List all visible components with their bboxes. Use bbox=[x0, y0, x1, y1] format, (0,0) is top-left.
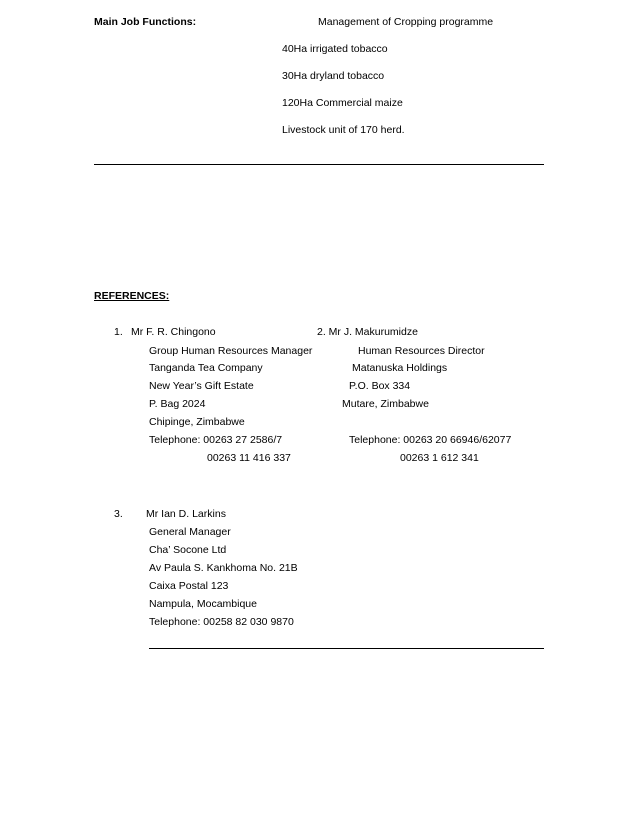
job-function-item: Livestock unit of 170 herd. bbox=[282, 124, 405, 136]
ref1-line: Group Human Resources Manager bbox=[149, 345, 313, 357]
ref2-name: 2. Mr J. Makurumidze bbox=[317, 326, 418, 338]
ref3-name: Mr Ian D. Larkins bbox=[146, 508, 226, 520]
ref1-line: Tanganda Tea Company bbox=[149, 362, 263, 374]
job-functions-label: Main Job Functions: bbox=[94, 16, 197, 28]
references-heading: REFERENCES: bbox=[94, 290, 170, 302]
ref1-line: Telephone: 00263 27 2586/7 bbox=[149, 434, 283, 446]
ref2-line: Telephone: 00263 20 66946/62077 bbox=[349, 434, 512, 446]
ref2-line: Human Resources Director bbox=[358, 345, 485, 357]
ref3-line: Av Paula S. Kankhoma No. 21B bbox=[149, 562, 298, 574]
ref1-line: P. Bag 2024 bbox=[149, 398, 206, 410]
ref3-line: Nampula, Mocambique bbox=[149, 598, 257, 610]
ref1-number: 1. bbox=[114, 326, 123, 338]
ref1-name: Mr F. R. Chingono bbox=[131, 326, 216, 338]
ref1-line: 00263 11 416 337 bbox=[207, 452, 291, 464]
ref1-line: Chipinge, Zimbabwe bbox=[149, 416, 245, 428]
ref3-line: Caixa Postal 123 bbox=[149, 580, 229, 592]
ref2-line: Matanuska Holdings bbox=[352, 362, 448, 374]
job-function-item: 40Ha irrigated tobacco bbox=[282, 43, 388, 55]
job-function-item: Management of Cropping programme bbox=[318, 16, 494, 28]
closing-divider bbox=[149, 648, 544, 649]
ref2-line: P.O. Box 334 bbox=[349, 380, 411, 392]
ref1-line: New Year’s Gift Estate bbox=[149, 380, 254, 392]
ref3-number: 3. bbox=[114, 508, 123, 520]
ref2-line: Mutare, Zimbabwe bbox=[342, 398, 429, 410]
ref3-line: Cha’ Socone Ltd bbox=[149, 544, 227, 556]
ref3-line: Telephone: 00258 82 030 9870 bbox=[149, 616, 294, 628]
section-divider bbox=[94, 164, 544, 165]
ref2-line: 00263 1 612 341 bbox=[400, 452, 479, 464]
job-function-item: 30Ha dryland tobacco bbox=[282, 70, 385, 82]
ref3-line: General Manager bbox=[149, 526, 231, 538]
job-function-item: 120Ha Commercial maize bbox=[282, 97, 403, 109]
